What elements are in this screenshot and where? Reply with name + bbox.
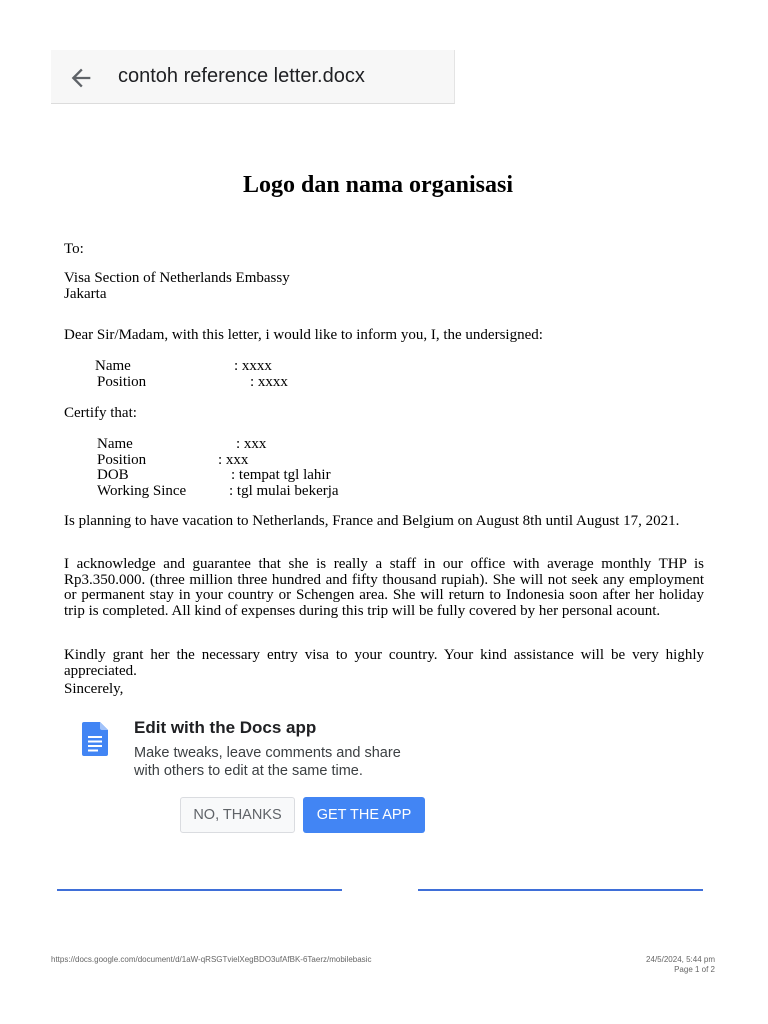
print-datetime: 24/5/2024, 5:44 pm: [646, 955, 715, 964]
print-url: https://docs.google.com/document/d/1aW-qRSGTvielXegBDO3ufAfBK-6Taerz/mobilebasic: [51, 955, 372, 964]
signer-name-value: : xxxx: [234, 358, 272, 374]
to-label: To:: [64, 241, 84, 257]
subject-position-label: Position: [97, 452, 147, 468]
subject-working-since-label: Working Since: [97, 483, 187, 499]
back-button[interactable]: [67, 64, 95, 92]
page-count: Page 1 of 2: [674, 965, 715, 974]
document-title: contoh reference letter.docx: [118, 65, 365, 87]
subject-name-value: : xxx: [236, 436, 267, 452]
recipient-line-1: Visa Section of Netherlands Embassy: [64, 270, 290, 286]
subject-working-since-value: : tgl mulai bekerja: [229, 483, 339, 499]
paragraph-request: Kindly grant her the necessary entry visa to your country. Your kind assistance will be very highly appreciated.: [64, 647, 704, 679]
print-info: [646, 955, 715, 975]
salutation: Dear Sir/Madam, with this letter, i would like to inform you, I, the undersigned:: [64, 327, 543, 343]
signer-position-label: Position: [97, 374, 147, 390]
google-docs-icon: [82, 722, 108, 756]
docs-app-promo: [0, 697, 768, 877]
app-header: [51, 50, 455, 104]
divider-right: [418, 889, 703, 891]
get-the-app-button[interactable]: GET THE APP: [303, 797, 425, 833]
cut-off-text: Sincerely,: [64, 681, 124, 697]
recipient-line-2: Jakarta: [64, 286, 107, 302]
no-thanks-button[interactable]: NO, THANKS: [180, 797, 295, 833]
paragraph-guarantee: I acknowledge and guarantee that she is really a staff in our office with average monthly THP is Rp3.350.000. (three million three hundred and fifty thousand rupiah). She will not seek any employment or permanent stay in your country or Schengen area. She will return to Indonesia soon after her holiday trip is completed. All kind of expenses during this trip will be fully covered by her personal acount.: [64, 556, 704, 619]
certify-label: Certify that:: [64, 405, 137, 421]
promo-description: Make tweaks, leave comments and share with others to edit at the same time.: [134, 745, 401, 779]
paragraph-vacation: Is planning to have vacation to Netherlands, France and Belgium on August 8th until August 17, 2021.: [64, 513, 680, 529]
divider-left: [57, 889, 342, 891]
promo-title: Edit with the Docs app: [134, 718, 317, 737]
arrow-left-icon: [67, 64, 95, 92]
subject-position-value: : xxx: [218, 452, 249, 468]
signer-position-value: : xxxx: [250, 374, 288, 390]
signer-name-label: Name: [95, 358, 131, 374]
subject-dob-label: DOB: [97, 467, 129, 483]
letter-heading: Logo dan nama organisasi: [242, 172, 514, 198]
subject-dob-value: : tempat tgl lahir: [231, 467, 331, 483]
subject-name-label: Name: [97, 436, 133, 452]
